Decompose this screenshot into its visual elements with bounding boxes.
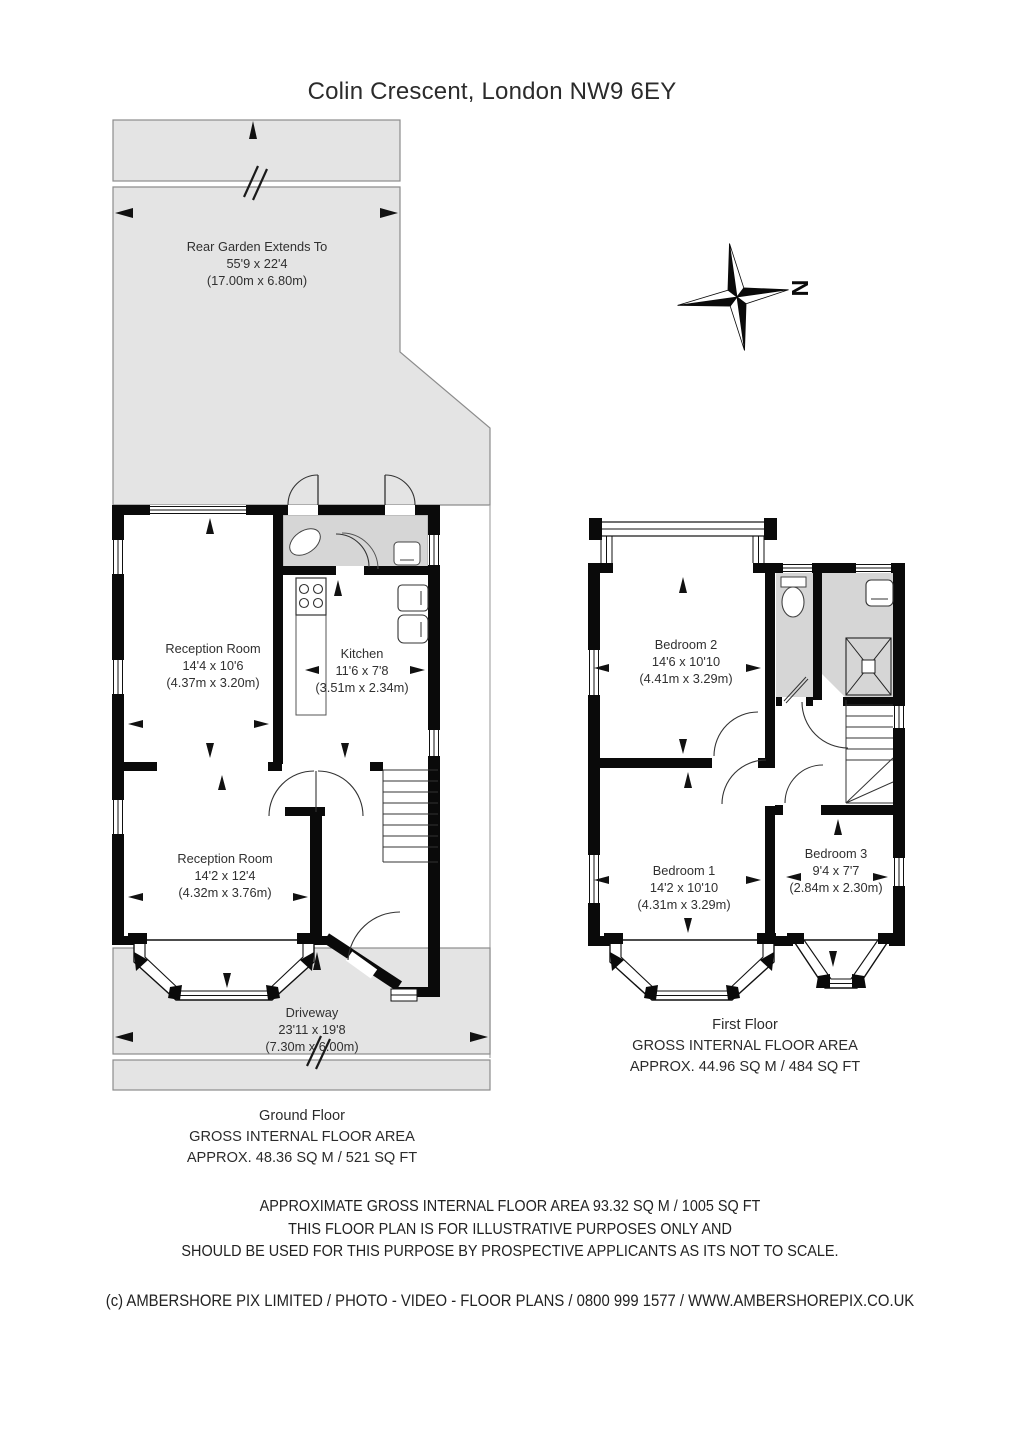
room-label-bedroom1 <box>637 862 730 913</box>
room-dims-imperial: 9'4 x 7'7 <box>812 863 860 878</box>
disclaimer-line2: THIS FLOOR PLAN IS FOR ILLUSTRATIVE PURPOSES ONLY AND <box>288 1220 732 1238</box>
floor-name: First Floor <box>712 1017 778 1033</box>
disclaimer <box>92 1196 929 1264</box>
room-label-kitchen <box>315 645 408 696</box>
disclaimer-line1: APPROXIMATE GROSS INTERNAL FLOOR AREA 93.32 SQ M / 1005 SQ FT <box>259 1198 761 1215</box>
room-label-bedroom2 <box>639 636 732 687</box>
room-label-reception-front <box>177 850 272 901</box>
room-name: Reception Room <box>177 851 273 866</box>
room-dims-imperial: 11'6 x 7'8 <box>335 663 389 678</box>
floor-name: Ground Floor <box>259 1108 345 1124</box>
room-dims-metric: (3.51m x 2.34m) <box>315 680 409 695</box>
room-name: Kitchen <box>340 646 384 661</box>
garden-name: Rear Garden Extends To <box>186 239 328 254</box>
room-name: Bedroom 2 <box>654 637 718 652</box>
page-title: Colin Crescent, London NW9 6EY <box>307 78 677 106</box>
room-dims-metric: (4.41m x 3.29m) <box>639 671 733 686</box>
first-floor-summary <box>630 1015 860 1078</box>
compass-icon <box>670 236 796 359</box>
room-name: Bedroom 3 <box>804 846 868 861</box>
first-floor-plan <box>588 518 905 1000</box>
room-dims-metric: (4.37m x 3.20m) <box>166 675 260 690</box>
floor-area2: APPROX. 44.96 SQ M / 484 SQ FT <box>629 1059 861 1075</box>
garden-imperial: 55'9 x 22'4 <box>226 256 288 271</box>
floor-area1: GROSS INTERNAL FLOOR AREA <box>632 1038 858 1054</box>
floor-area2: APPROX. 48.36 SQ M / 521 SQ FT <box>186 1150 418 1166</box>
disclaimer-line3: SHOULD BE USED FOR THIS PURPOSE BY PROSPECTIVE APPLICANTS AS ITS NOT TO SCALE. <box>181 1243 839 1260</box>
floor-area1: GROSS INTERNAL FLOOR AREA <box>189 1129 415 1145</box>
room-dims-metric: (2.84m x 2.30m) <box>789 880 883 895</box>
garden-label <box>187 238 328 289</box>
room-name: Reception Room <box>165 641 261 656</box>
copyright-footer: (c) AMBERSHORE PIX LIMITED / PHOTO - VIDEO - FLOOR PLANS / 0800 999 1577 / WWW.AMBERSHOREPIX.CO.UK <box>105 1292 915 1310</box>
room-label-reception-rear <box>165 640 260 691</box>
room-dims-imperial: 14'4 x 10'6 <box>182 658 244 673</box>
compass-north-label: N <box>787 279 813 297</box>
ground-floor-summary <box>187 1106 417 1169</box>
room-dims-metric: (7.30m x 6.00m) <box>265 1039 359 1054</box>
room-name: Bedroom 1 <box>652 863 716 878</box>
room-label-bedroom3 <box>789 845 882 896</box>
room-dims-metric: (4.32m x 3.76m) <box>178 885 272 900</box>
ground-floor-plan <box>112 475 440 1001</box>
room-dims-imperial: 14'2 x 10'10 <box>649 880 719 895</box>
room-dims-imperial: 23'11 x 19'8 <box>278 1022 346 1037</box>
room-label-driveway <box>265 1004 358 1055</box>
room-name: Driveway <box>285 1005 339 1020</box>
room-dims-metric: (4.31m x 3.29m) <box>637 897 731 912</box>
room-dims-imperial: 14'2 x 12'4 <box>194 868 256 883</box>
room-dims-imperial: 14'6 x 10'10 <box>651 654 721 669</box>
ff-bay-window-1 <box>604 933 776 1000</box>
garden-metric: (17.00m x 6.80m) <box>206 273 308 288</box>
ff-bay-window-3 <box>787 933 895 988</box>
